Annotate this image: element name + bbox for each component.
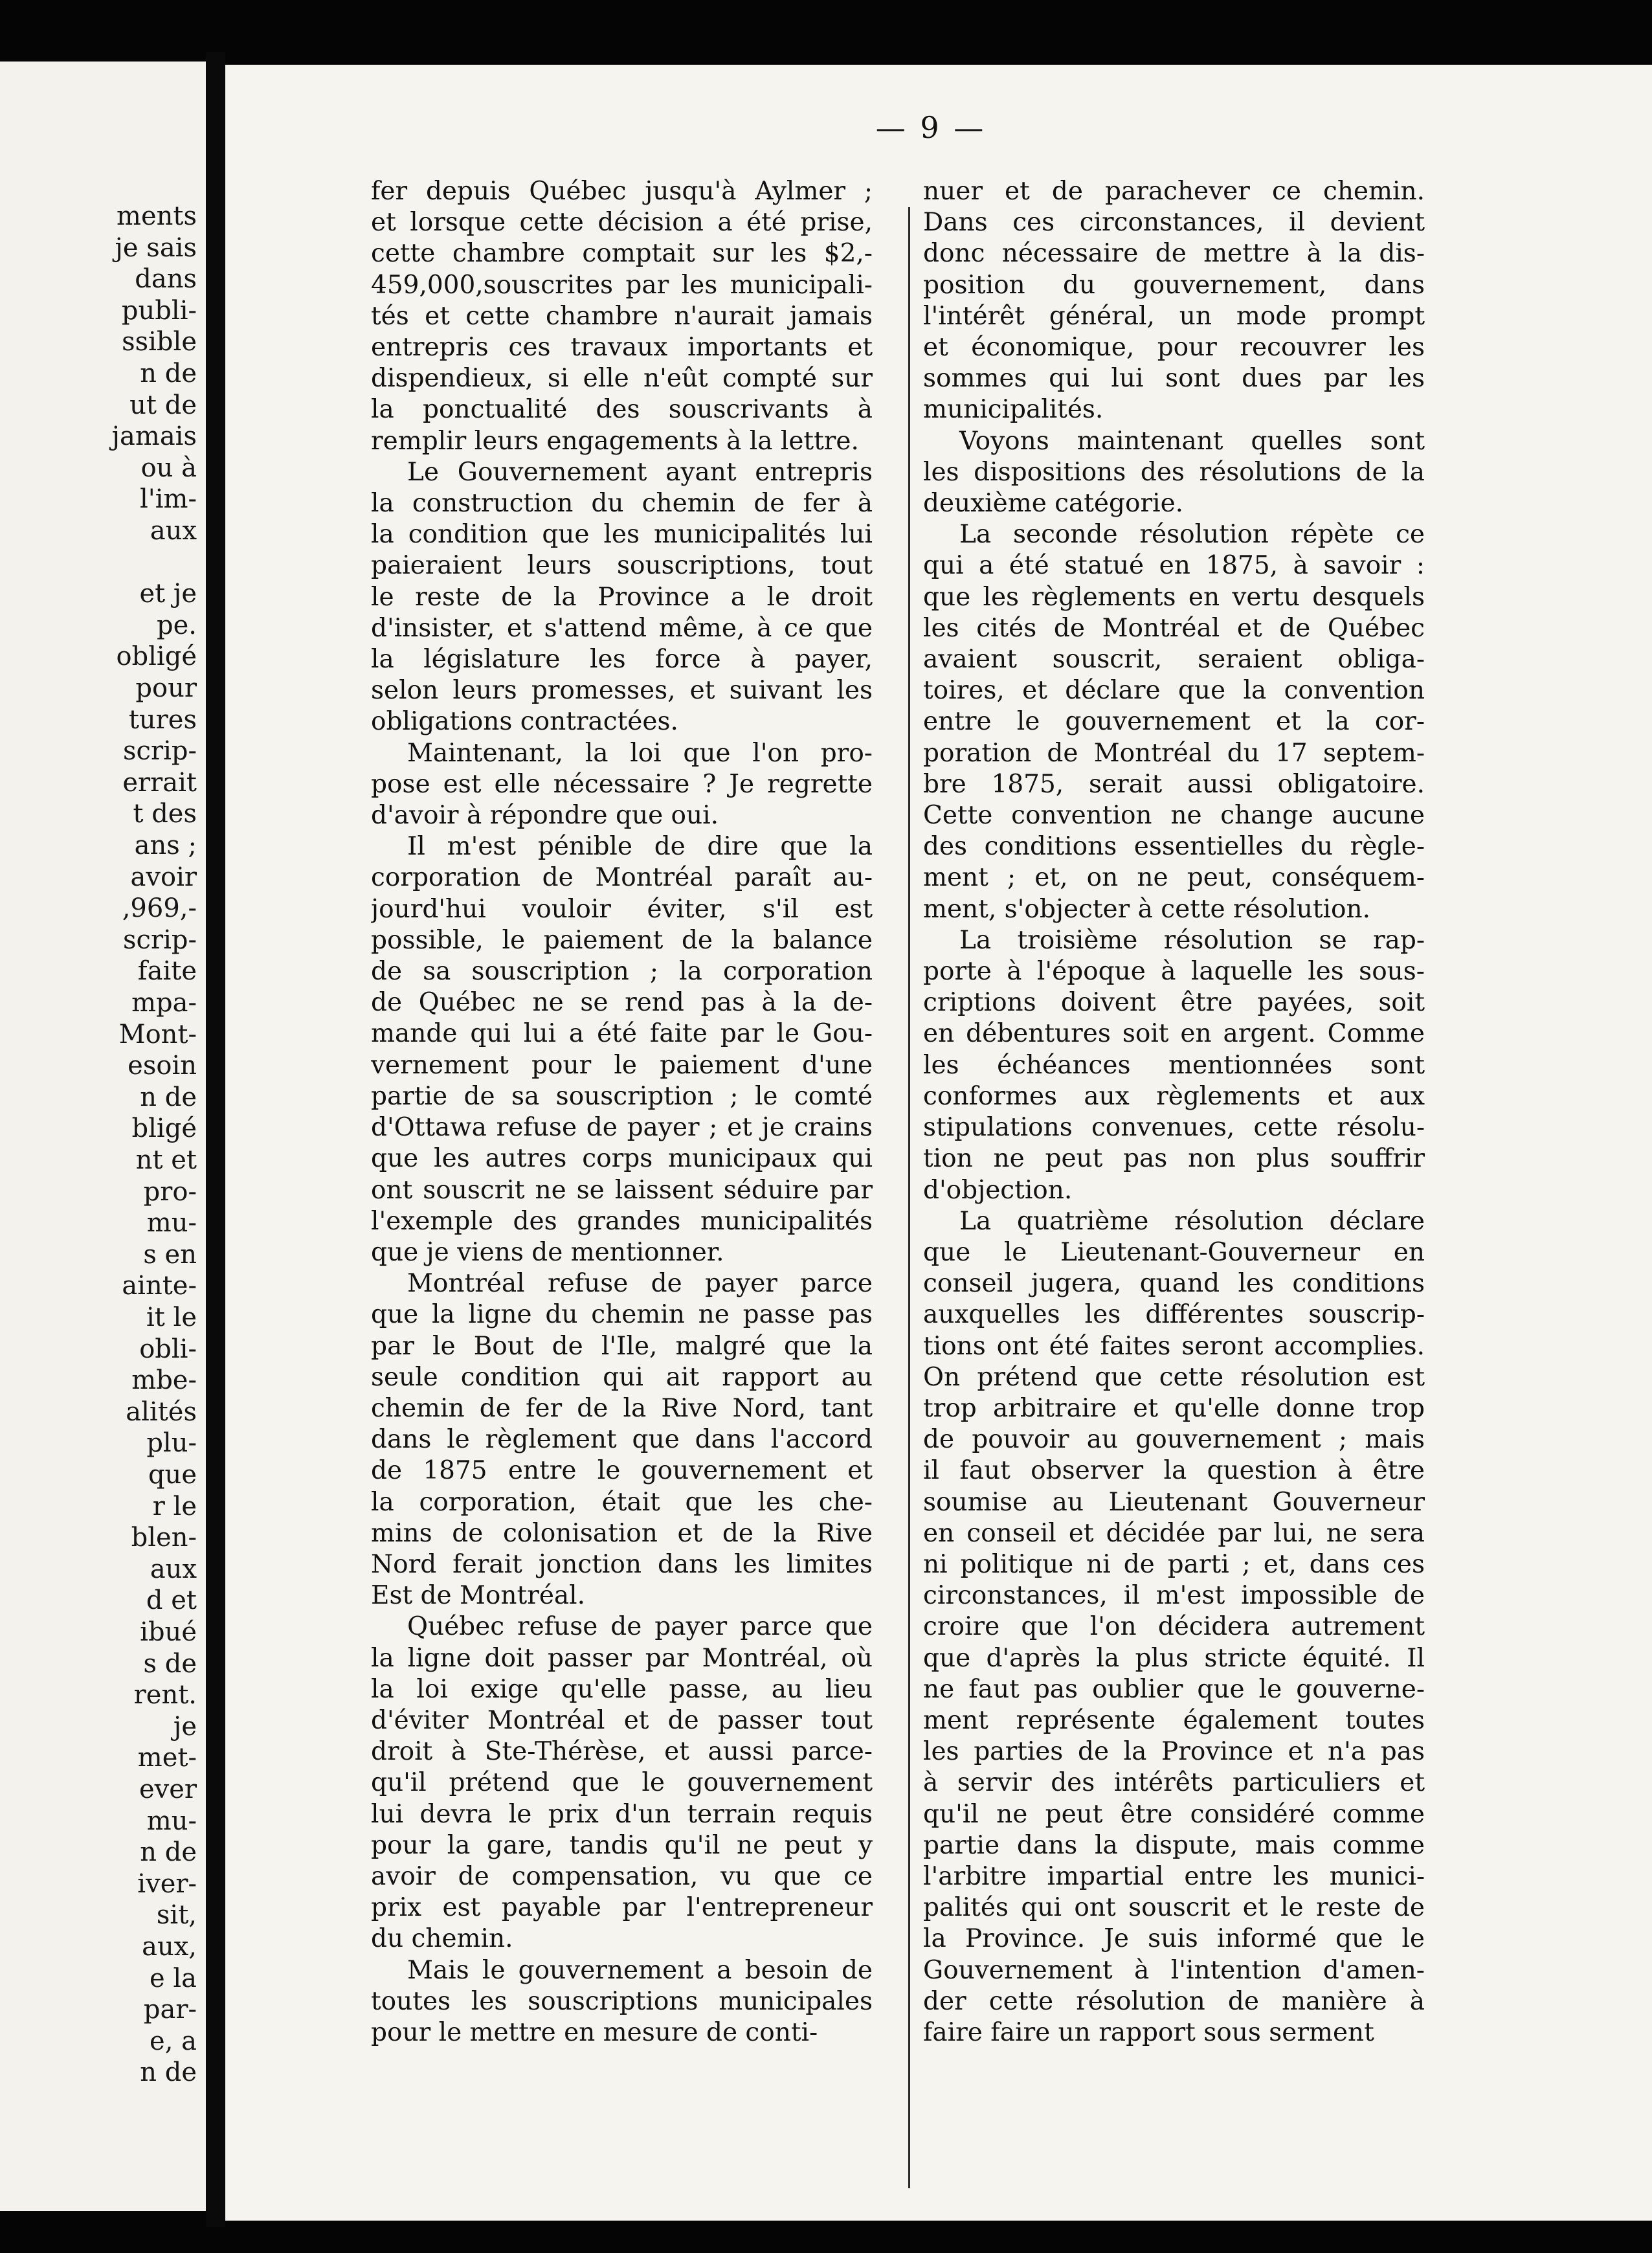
fragment-line: sit, — [156, 1900, 197, 1931]
text-line: Voyons maintenant quelles sont — [959, 426, 1425, 456]
text-line: tion ne peut pas non plus souffrir — [923, 1144, 1425, 1174]
text-line: donc nécessaire de mettre à la dis- — [923, 239, 1425, 269]
paragraph — [371, 1268, 873, 1611]
fragment-line: rent. — [133, 1680, 197, 1710]
fragment-line: ou à — [140, 453, 197, 483]
text-line: d'éviter Montréal et de passer tout — [371, 1705, 873, 1735]
text-line: nuer et de parachever ce chemin. — [923, 177, 1425, 206]
fragment-line: ,969,- — [122, 893, 197, 924]
text-line: palités qui ont souscrit et le reste de — [923, 1893, 1425, 1923]
text-line: des conditions essentielles du règle- — [923, 832, 1425, 862]
text-line: chemin de fer de la Rive Nord, tant — [371, 1393, 873, 1423]
text-line: Le Gouvernement ayant entrepris — [407, 457, 873, 487]
fragment-line: ans ; — [134, 831, 197, 860]
fragment-line: met- — [137, 1743, 197, 1773]
text-line: Montréal refuse de payer parce — [407, 1269, 873, 1299]
text-line: pour la gare, tandis qu'il ne peut y — [371, 1830, 873, 1860]
text-line: fer depuis Québec jusqu'à Aylmer ; — [371, 177, 873, 206]
text-line: avoir de compensation, vu que ce — [371, 1861, 873, 1891]
fragment-line: tures — [128, 704, 197, 735]
text-line: dans le règlement que dans l'accord — [371, 1425, 873, 1455]
page-number: — 9 — — [875, 110, 987, 145]
text-line: tés et cette chambre n'aurait jamais — [371, 301, 873, 331]
text-line: de Québec ne se rend pas à la de- — [371, 988, 873, 1018]
text-line: deuxième catégorie. — [923, 489, 1184, 519]
fragment-line: n de — [140, 359, 197, 388]
text-line: croire que l'on décidera autrement — [923, 1612, 1425, 1642]
text-line: avaient souscrit, seraient obliga- — [923, 645, 1425, 675]
fragment-line: pe. — [157, 610, 197, 640]
text-line: le reste de la Province a le droit — [371, 582, 873, 612]
text-line: que la ligne du chemin ne passe pas — [371, 1300, 873, 1330]
text-line: la construction du chemin de fer à — [371, 489, 873, 519]
column-divider — [908, 207, 910, 2188]
fragment-line: n de — [140, 2057, 197, 2088]
text-line: la législature les force à payer, — [371, 645, 873, 675]
text-line: l'exemple des grandes municipalités — [371, 1206, 873, 1236]
text-line: il faut observer la question à être — [923, 1456, 1425, 1486]
text-line: mande qui lui a été faite par le Gou- — [371, 1019, 873, 1049]
fragment-line: mu- — [146, 1208, 197, 1239]
fragment-line: mbe- — [131, 1365, 197, 1396]
text-line: La quatrième résolution déclare — [959, 1206, 1425, 1236]
text-line: d'avoir à répondre que oui. — [371, 801, 719, 831]
text-line: la corporation, était que les che- — [371, 1487, 873, 1517]
fragment-line: e, a — [150, 2026, 197, 2056]
fragment-line: dans — [135, 264, 197, 295]
fragment-line: mpa- — [131, 988, 197, 1018]
text-line: droit à Ste-Thérèse, et aussi parce- — [371, 1737, 873, 1767]
fragment-line: t des — [133, 799, 197, 829]
text-line: qu'il prétend que le gouvernement — [371, 1768, 873, 1798]
text-line: bre 1875, serait aussi obligatoire. — [923, 769, 1425, 799]
text-line: que je viens de mentionner. — [371, 1237, 724, 1267]
text-line: tions ont été faites seront accomplies. — [923, 1331, 1425, 1361]
text-line: l'arbitre impartial entre les munici- — [923, 1861, 1425, 1891]
fragment-line: avoir — [130, 862, 197, 892]
fragment-line: bligé — [131, 1114, 197, 1144]
text-line: Dans ces circonstances, il devient — [923, 208, 1425, 238]
text-line: entrepris ces travaux importants et — [371, 333, 873, 363]
fragment-line: esoin — [128, 1051, 197, 1081]
text-line: jourd'hui vouloir éviter, s'il est — [371, 894, 873, 924]
text-line: qui a été statué en 1875, à savoir : — [923, 551, 1425, 581]
text-line: d'insister, et s'attend même, à ce que — [371, 613, 873, 643]
paragraph — [371, 1955, 873, 2049]
fragment-line: obligé — [116, 642, 197, 672]
fragment-line: ssible — [122, 327, 197, 357]
text-line: la ponctualité des souscrivants à — [371, 395, 873, 425]
text-line: que le Lieutenant-Gouverneur en — [923, 1237, 1425, 1267]
fragment-line: aux — [150, 1554, 197, 1584]
text-line: paieraient leurs souscriptions, tout — [371, 551, 873, 581]
paragraph — [371, 457, 873, 738]
text-line: ment ; et, on ne peut, conséquem- — [923, 863, 1425, 893]
fragment-line: ever — [139, 1775, 197, 1804]
fragment-line: iver- — [137, 1868, 197, 1899]
text-line: la ligne doit passer par Montréal, où — [371, 1643, 873, 1673]
text-line: les dispositions des résolutions de la — [923, 457, 1425, 487]
fragment-line: faite — [137, 956, 197, 987]
text-line: la loi exige qu'elle passe, au lieu — [371, 1674, 873, 1704]
paragraph — [371, 831, 873, 1268]
text-line: la Province. Je suis informé que le — [923, 1924, 1425, 1954]
text-line: qu'il ne peut être considéré comme — [923, 1799, 1425, 1829]
fragment-line: pour — [135, 673, 197, 703]
text-line: vernement pour le paiement d'une — [371, 1050, 873, 1080]
text-line: pose est elle nécessaire ? Je regrette — [371, 769, 873, 799]
text-line: soumise au Lieutenant Gouverneur — [923, 1487, 1425, 1517]
fragment-line: e la — [149, 1963, 197, 1993]
fragment-line: que — [148, 1460, 197, 1490]
text-line: de 1875 entre le gouvernement et — [371, 1456, 873, 1486]
text-line: d'objection. — [923, 1175, 1073, 1205]
text-line: selon leurs promesses, et suivant les — [371, 676, 873, 706]
paragraph — [923, 176, 1425, 426]
text-line: à servir des intérêts particuliers et — [923, 1768, 1425, 1798]
text-line: ont souscrit ne se laissent séduire par — [371, 1175, 873, 1205]
text-line: et économique, pour recouvrer les — [923, 333, 1425, 363]
paragraph — [371, 1611, 873, 1955]
fragment-line: je — [173, 1711, 197, 1742]
text-line: que les règlements en vertu desquels — [923, 582, 1425, 612]
paragraph — [923, 925, 1425, 1206]
fragment-line: jamais — [111, 421, 197, 452]
fragment-line: r le — [152, 1491, 197, 1521]
fragment-line: ments — [117, 201, 197, 231]
text-line: par le Bout de l'Ile, malgré que la — [371, 1331, 873, 1361]
text-line: auxquelles les différentes souscrip- — [923, 1300, 1425, 1330]
fragment-line: l'im- — [139, 484, 197, 515]
text-line: en conseil et décidée par lui, ne sera — [923, 1518, 1425, 1548]
fragment-line: s en — [143, 1239, 197, 1270]
text-line: Gouvernement à l'intention d'amen- — [923, 1955, 1425, 1985]
text-line: remplir leurs engagements à la lettre. — [371, 426, 859, 456]
text-line: trop arbitraire et qu'elle donne trop — [923, 1393, 1425, 1423]
text-line: circonstances, il m'est impossible de — [923, 1581, 1425, 1611]
fragment-line: scrip- — [123, 736, 197, 767]
text-line: partie de sa souscription ; le comté — [371, 1081, 873, 1111]
paragraph — [923, 426, 1425, 520]
text-line: les échéances mentionnées sont — [923, 1050, 1425, 1080]
previous-page-fragment — [0, 62, 206, 2211]
text-line: les cités de Montréal et de Québec — [923, 613, 1425, 643]
text-line: cette chambre comptait sur les $2,- — [371, 239, 873, 269]
text-line: Cette convention ne change aucune — [923, 801, 1425, 831]
text-line: dispendieux, si elle n'eût compté sur — [371, 364, 873, 394]
text-line: 459,000,souscrites par les municipali- — [371, 270, 873, 300]
fragment-line: s de — [143, 1648, 197, 1679]
fragment-line: Mont- — [118, 1019, 197, 1049]
fragment-line: scrip- — [123, 925, 197, 955]
text-line: conseil jugera, quand les conditions — [923, 1269, 1425, 1299]
fragment-line: mu- — [146, 1806, 197, 1836]
text-line: ment représente également toutes — [923, 1705, 1425, 1735]
text-line: stipulations convenues, cette résolu- — [923, 1113, 1425, 1143]
text-line: de sa souscription ; la corporation — [371, 957, 873, 987]
fragment-line: d et — [146, 1586, 197, 1616]
text-line: d'Ottawa refuse de payer ; et je crains — [371, 1113, 873, 1143]
text-line: seule condition qui ait rapport au — [371, 1362, 873, 1392]
text-line: faire faire un rapport sous serment — [923, 2017, 1374, 2047]
fragment-line: publi- — [121, 295, 197, 326]
fragment-line: ut de — [129, 390, 197, 420]
fragment-line: pro- — [143, 1176, 197, 1207]
text-line: municipalités. — [923, 395, 1104, 425]
text-line: corporation de Montréal paraît au- — [371, 863, 873, 893]
fragment-line: obli- — [139, 1334, 197, 1364]
text-line: mins de colonisation et de la Rive — [371, 1518, 873, 1548]
fragment-line: par- — [143, 1995, 197, 2025]
text-line: porte à l'époque à laquelle les sous- — [923, 957, 1425, 987]
fragment-line: blen- — [131, 1523, 197, 1553]
fragment-line: je sais — [115, 232, 197, 263]
text-line: Québec refuse de payer parce que — [407, 1612, 873, 1642]
text-line: prix est payable par l'entrepreneur — [371, 1893, 873, 1923]
text-line: der cette résolution de manière à — [923, 1986, 1425, 2016]
paragraph — [371, 176, 873, 457]
fragment-line: n de — [140, 1837, 197, 1868]
text-line: entre le gouvernement et la cor- — [923, 707, 1425, 737]
text-line: de pouvoir au gouvernement ; mais — [923, 1425, 1425, 1455]
text-line: l'intérêt général, un mode prompt — [923, 301, 1425, 331]
text-line: Mais le gouvernement a besoin de — [407, 1955, 873, 1985]
text-line: La seconde résolution répète ce — [959, 520, 1425, 550]
text-column-left — [371, 176, 873, 2048]
text-line: La troisième résolution se rap- — [959, 925, 1425, 955]
fragment-line: aux — [150, 516, 197, 546]
text-line: que d'après la plus stricte équité. Il — [923, 1643, 1425, 1673]
document-page — [225, 65, 1652, 2221]
text-line: criptions doivent être payées, soit — [923, 988, 1425, 1018]
text-line: obligations contractées. — [371, 707, 678, 737]
text-line: et lorsque cette décision a été prise, — [371, 208, 873, 238]
text-line: poration de Montréal du 17 septem- — [923, 738, 1425, 768]
text-line: du chemin. — [371, 1924, 513, 1954]
text-line: possible, le paiement de la balance — [371, 925, 873, 955]
paragraph — [371, 738, 873, 832]
text-line: en débentures soit en argent. Comme — [923, 1019, 1425, 1049]
paragraph — [923, 519, 1425, 925]
text-line: pour le mettre en mesure de conti- — [371, 2017, 818, 2047]
fragment-line: alités — [126, 1396, 197, 1427]
text-line: Maintenant, la loi que l'on pro- — [407, 738, 873, 768]
fragment-line: ibué — [140, 1617, 197, 1647]
fragment-line: errait — [122, 767, 197, 798]
text-line: toutes les souscriptions municipales — [371, 1986, 873, 2016]
text-line: On prétend que cette résolution est — [923, 1362, 1425, 1392]
text-line: Nord ferait jonction dans les limites — [371, 1549, 873, 1579]
text-line: position du gouvernement, dans — [923, 270, 1425, 300]
text-line: ne faut pas oublier que le gouverne- — [923, 1674, 1425, 1704]
fragment-line: nt et — [135, 1145, 197, 1175]
text-line: partie dans la dispute, mais comme — [923, 1830, 1425, 1860]
text-line: Est de Montréal. — [371, 1581, 586, 1611]
text-line: lui devra le prix d'un terrain requis — [371, 1799, 873, 1829]
fragment-line: et je — [139, 579, 197, 609]
text-line: ment, s'objecter à cette résolution. — [923, 894, 1370, 924]
text-line: sommes qui lui sont dues par les — [923, 364, 1425, 394]
text-line: que les autres corps municipaux qui — [371, 1144, 873, 1174]
text-line: conformes aux règlements et aux — [923, 1081, 1425, 1111]
text-line: ni politique ni de parti ; et, dans ces — [923, 1549, 1425, 1579]
fragment-line: n de — [140, 1082, 197, 1112]
text-column-right — [923, 176, 1425, 2048]
text-line: toires, et déclare que la convention — [923, 676, 1425, 706]
fragment-line: aux, — [142, 1932, 197, 1962]
text-line: les parties de la Province et n'a pas — [923, 1737, 1425, 1767]
fragment-line: plu- — [146, 1428, 197, 1459]
fragment-line: ainte- — [122, 1271, 197, 1301]
fragment-line: it le — [146, 1303, 197, 1332]
text-line: la condition que les municipalités lui — [371, 520, 873, 550]
text-line: Il m'est pénible de dire que la — [407, 832, 873, 862]
paragraph — [923, 1206, 1425, 2048]
book-gutter — [206, 52, 225, 2227]
